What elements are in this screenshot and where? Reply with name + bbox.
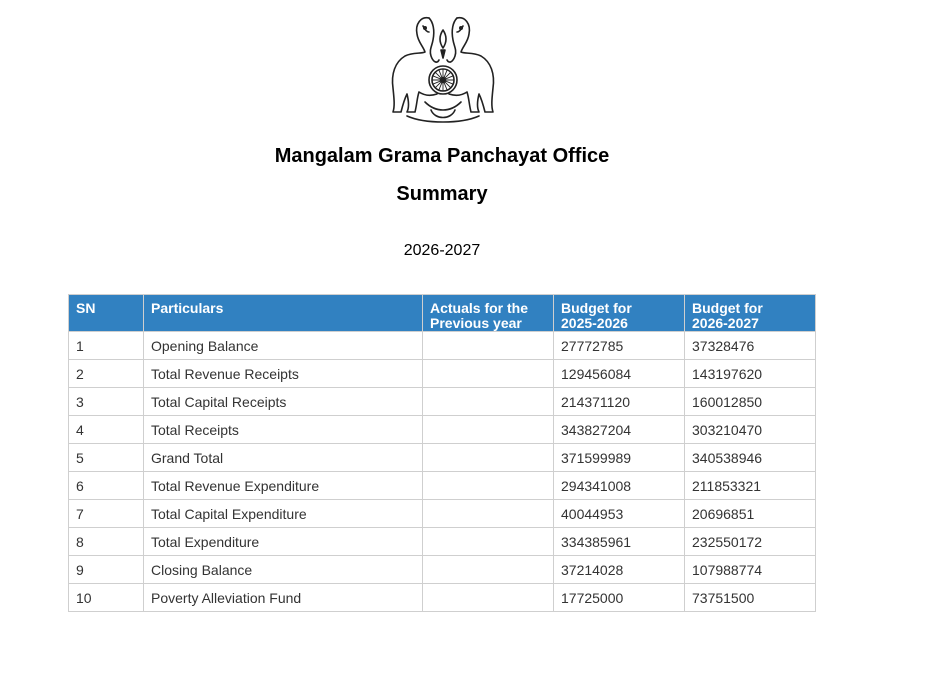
- cell-particulars: Total Revenue Receipts: [144, 360, 423, 388]
- cell-sn: 3: [69, 388, 144, 416]
- cell-budget-2025-2026: 214371120: [554, 388, 685, 416]
- cell-budget-2025-2026: 343827204: [554, 416, 685, 444]
- cell-budget-2025-2026: 17725000: [554, 584, 685, 612]
- cell-sn: 10: [69, 584, 144, 612]
- cell-sn: 2: [69, 360, 144, 388]
- header-actuals-line2: Previous year: [430, 315, 522, 331]
- cell-actuals: [423, 556, 554, 584]
- cell-budget-2026-2027: 160012850: [685, 388, 816, 416]
- cell-particulars: Opening Balance: [144, 332, 423, 360]
- cell-budget-2025-2026: 294341008: [554, 472, 685, 500]
- cell-budget-2026-2027: 232550172: [685, 528, 816, 556]
- cell-sn: 7: [69, 500, 144, 528]
- cell-budget-2026-2027: 107988774: [685, 556, 816, 584]
- cell-actuals: [423, 444, 554, 472]
- budget-summary-table: [68, 294, 816, 612]
- cell-sn: 5: [69, 444, 144, 472]
- cell-budget-2026-2027: 303210470: [685, 416, 816, 444]
- cell-particulars: Total Expenditure: [144, 528, 423, 556]
- cell-particulars: Total Capital Receipts: [144, 388, 423, 416]
- cell-particulars: Poverty Alleviation Fund: [144, 584, 423, 612]
- header-budget-2025-2026: [554, 295, 685, 332]
- cell-budget-2026-2027: 340538946: [685, 444, 816, 472]
- cell-budget-2025-2026: 27772785: [554, 332, 685, 360]
- header-budget1-line2: 2025-2026: [561, 315, 628, 331]
- cell-budget-2025-2026: 129456084: [554, 360, 685, 388]
- cell-budget-2026-2027: 211853321: [685, 472, 816, 500]
- cell-actuals: [423, 416, 554, 444]
- cell-actuals: [423, 500, 554, 528]
- cell-particulars: Grand Total: [144, 444, 423, 472]
- table-row: [69, 528, 816, 556]
- header-actuals-line1: Actuals for the: [430, 300, 529, 316]
- kerala-state-emblem-icon: [385, 12, 501, 128]
- cell-actuals: [423, 528, 554, 556]
- table-row: [69, 472, 816, 500]
- table-row: [69, 388, 816, 416]
- cell-budget-2026-2027: 73751500: [685, 584, 816, 612]
- cell-particulars: Closing Balance: [144, 556, 423, 584]
- header-budget1-line1: Budget for: [561, 300, 632, 316]
- cell-budget-2025-2026: 40044953: [554, 500, 685, 528]
- header-particulars: Particulars: [144, 295, 423, 332]
- header-sn: SN: [69, 295, 144, 332]
- table-row: [69, 500, 816, 528]
- cell-sn: 1: [69, 332, 144, 360]
- header-budget2-line1: Budget for: [692, 300, 763, 316]
- cell-budget-2025-2026: 371599989: [554, 444, 685, 472]
- table-header-row: [69, 295, 816, 332]
- cell-actuals: [423, 388, 554, 416]
- table-row: [69, 332, 816, 360]
- cell-actuals: [423, 472, 554, 500]
- cell-budget-2026-2027: 37328476: [685, 332, 816, 360]
- cell-budget-2026-2027: 20696851: [685, 500, 816, 528]
- cell-particulars: Total Receipts: [144, 416, 423, 444]
- header-budget2-line2: 2026-2027: [692, 315, 759, 331]
- header-actuals-previous-year: [423, 295, 554, 332]
- cell-budget-2026-2027: 143197620: [685, 360, 816, 388]
- cell-sn: 9: [69, 556, 144, 584]
- cell-actuals: [423, 584, 554, 612]
- cell-budget-2025-2026: 334385961: [554, 528, 685, 556]
- cell-particulars: Total Capital Expenditure: [144, 500, 423, 528]
- cell-sn: 4: [69, 416, 144, 444]
- office-title: Mangalam Grama Panchayat Office: [274, 145, 610, 167]
- cell-actuals: [423, 332, 554, 360]
- cell-budget-2025-2026: 37214028: [554, 556, 685, 584]
- cell-particulars: Total Revenue Expenditure: [144, 472, 423, 500]
- table-row: [69, 360, 816, 388]
- cell-actuals: [423, 360, 554, 388]
- header-budget-2026-2027: [685, 295, 816, 332]
- budget-year: 2026-2027: [403, 242, 481, 259]
- cell-sn: 6: [69, 472, 144, 500]
- summary-title: Summary: [396, 183, 488, 205]
- table-row: [69, 416, 816, 444]
- table-row: [69, 584, 816, 612]
- table-row: [69, 556, 816, 584]
- cell-sn: 8: [69, 528, 144, 556]
- table-row: [69, 444, 816, 472]
